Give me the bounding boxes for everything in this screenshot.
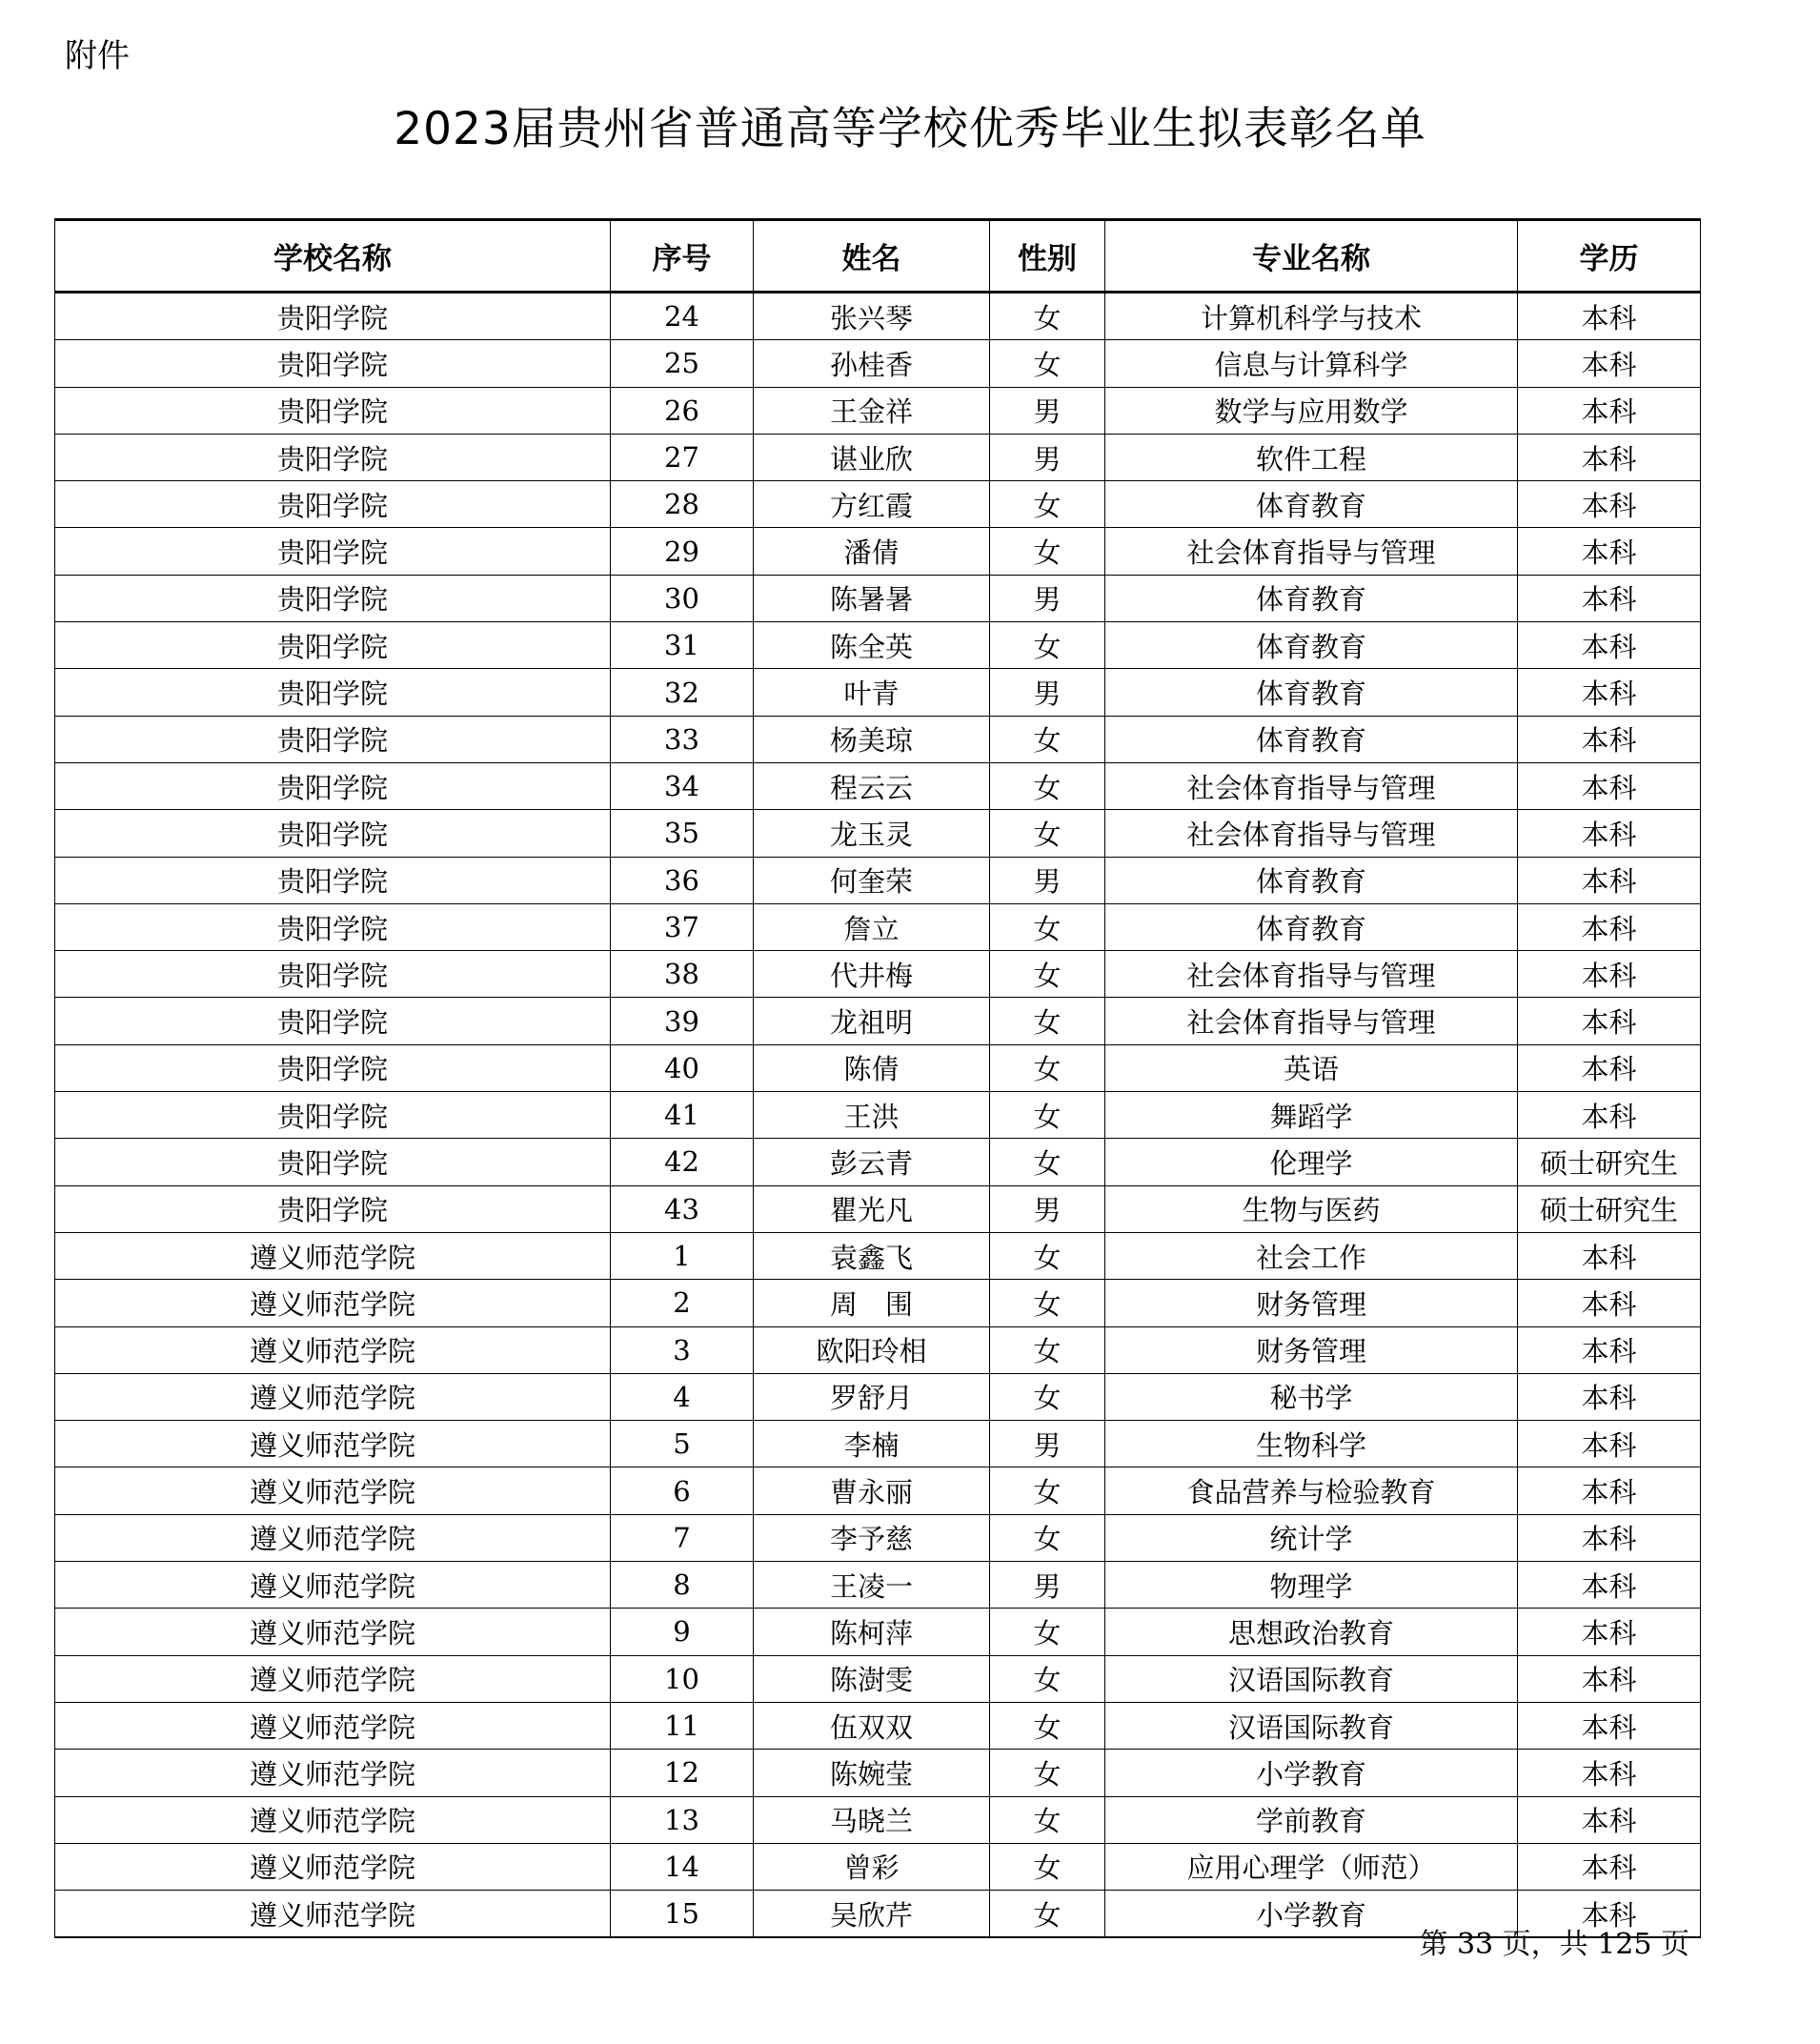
school-cell: 贵阳学院 [55,951,611,998]
school-cell: 遵义师范学院 [55,1702,611,1749]
gender-cell: 男 [990,1421,1105,1467]
column-header-degree: 学历 [1518,220,1701,293]
school-cell: 贵阳学院 [55,528,611,575]
attachment-label: 附件 [65,37,130,75]
major-cell: 体育教育 [1105,575,1518,621]
table-header-row [55,220,1701,293]
major-cell: 信息与计算科学 [1105,340,1518,387]
school-cell: 遵义师范学院 [55,1280,611,1326]
number-cell: 5 [611,1421,754,1467]
table-row [55,1185,1701,1232]
table-row [55,998,1701,1044]
major-cell: 英语 [1105,1044,1518,1091]
degree-cell: 本科 [1518,716,1701,762]
table-row [55,340,1701,387]
gender-cell: 女 [990,810,1105,857]
name-cell: 欧阳玲相 [754,1326,990,1373]
major-cell: 社会工作 [1105,1232,1518,1279]
column-header-school: 学校名称 [55,220,611,293]
table-row [55,1326,1701,1373]
name-cell: 陈澍雯 [754,1655,990,1702]
gender-cell: 女 [990,1655,1105,1702]
name-cell: 吴欣芹 [754,1891,990,1938]
name-cell: 代井梅 [754,951,990,998]
school-cell: 贵阳学院 [55,293,611,340]
major-cell: 物理学 [1105,1562,1518,1609]
school-cell: 贵阳学院 [55,810,611,857]
major-cell: 生物与医药 [1105,1185,1518,1232]
name-cell: 潘倩 [754,528,990,575]
column-header-gender: 性别 [990,220,1105,293]
degree-cell: 本科 [1518,1843,1701,1890]
table-row [55,1514,1701,1561]
name-cell: 曹永丽 [754,1467,990,1514]
table-row [55,857,1701,903]
name-cell: 伍双双 [754,1702,990,1749]
major-cell: 数学与应用数学 [1105,387,1518,434]
major-cell: 软件工程 [1105,434,1518,480]
number-cell: 14 [611,1843,754,1890]
gender-cell: 男 [990,857,1105,903]
major-cell: 社会体育指导与管理 [1105,528,1518,575]
column-header-name: 姓名 [754,220,990,293]
table-row [55,1843,1701,1890]
table-row [55,1421,1701,1467]
name-cell: 孙桂香 [754,340,990,387]
gender-cell: 女 [990,1232,1105,1279]
degree-cell: 本科 [1518,762,1701,809]
table-row [55,1796,1701,1843]
gender-cell: 女 [990,1702,1105,1749]
school-cell: 贵阳学院 [55,716,611,762]
major-cell: 小学教育 [1105,1891,1518,1938]
degree-cell: 本科 [1518,1467,1701,1514]
table-row [55,387,1701,434]
degree-cell: 本科 [1518,434,1701,480]
table-row [55,762,1701,809]
degree-cell: 本科 [1518,340,1701,387]
gender-cell: 女 [990,1609,1105,1655]
name-cell: 瞿光凡 [754,1185,990,1232]
gender-cell: 女 [990,1750,1105,1796]
table-row [55,1750,1701,1796]
table-row [55,622,1701,669]
degree-cell: 本科 [1518,1514,1701,1561]
school-cell: 贵阳学院 [55,575,611,621]
major-cell: 汉语国际教育 [1105,1655,1518,1702]
number-cell: 41 [611,1092,754,1139]
gender-cell: 男 [990,669,1105,716]
school-cell: 贵阳学院 [55,481,611,528]
degree-cell: 本科 [1518,1609,1701,1655]
table-row [55,951,1701,998]
gender-cell: 女 [990,1796,1105,1843]
degree-cell: 本科 [1518,481,1701,528]
gender-cell: 女 [990,1514,1105,1561]
table-row [55,810,1701,857]
school-cell: 贵阳学院 [55,340,611,387]
gender-cell: 女 [990,1326,1105,1373]
gender-cell: 男 [990,1562,1105,1609]
number-cell: 30 [611,575,754,621]
school-cell: 贵阳学院 [55,434,611,480]
school-cell: 遵义师范学院 [55,1421,611,1467]
degree-cell: 本科 [1518,1562,1701,1609]
gender-cell: 女 [990,762,1105,809]
table-row [55,575,1701,621]
major-cell: 生物科学 [1105,1421,1518,1467]
major-cell: 财务管理 [1105,1326,1518,1373]
school-cell: 遵义师范学院 [55,1467,611,1514]
number-cell: 39 [611,998,754,1044]
degree-cell: 本科 [1518,1891,1701,1938]
school-cell: 贵阳学院 [55,1044,611,1091]
table-header [55,220,1701,293]
number-cell: 42 [611,1139,754,1185]
school-cell: 遵义师范学院 [55,1514,611,1561]
major-cell: 体育教育 [1105,903,1518,950]
degree-cell: 本科 [1518,1232,1701,1279]
number-cell: 31 [611,622,754,669]
number-cell: 38 [611,951,754,998]
number-cell: 33 [611,716,754,762]
name-cell: 彭云青 [754,1139,990,1185]
table-row [55,1280,1701,1326]
degree-cell: 本科 [1518,1326,1701,1373]
name-cell: 王凌一 [754,1562,990,1609]
table-row [55,1139,1701,1185]
name-cell: 陈柯萍 [754,1609,990,1655]
table-row [55,1655,1701,1702]
number-cell: 35 [611,810,754,857]
name-cell: 詹立 [754,903,990,950]
major-cell: 思想政治教育 [1105,1609,1518,1655]
degree-cell: 本科 [1518,622,1701,669]
major-cell: 体育教育 [1105,669,1518,716]
table-row [55,903,1701,950]
major-cell: 社会体育指导与管理 [1105,998,1518,1044]
major-cell: 体育教育 [1105,481,1518,528]
number-cell: 25 [611,340,754,387]
degree-cell: 本科 [1518,575,1701,621]
gender-cell: 女 [990,293,1105,340]
major-cell: 学前教育 [1105,1796,1518,1843]
table-row [55,669,1701,716]
table-row [55,481,1701,528]
major-cell: 财务管理 [1105,1280,1518,1326]
table-row [55,1702,1701,1749]
major-cell: 社会体育指导与管理 [1105,951,1518,998]
school-cell: 遵义师范学院 [55,1796,611,1843]
degree-cell: 硕士研究生 [1518,1185,1701,1232]
degree-cell: 本科 [1518,1796,1701,1843]
column-header-number: 序号 [611,220,754,293]
gender-cell: 女 [990,1891,1105,1938]
name-cell: 陈全英 [754,622,990,669]
degree-cell: 本科 [1518,1702,1701,1749]
major-cell: 计算机科学与技术 [1105,293,1518,340]
number-cell: 27 [611,434,754,480]
major-cell: 舞蹈学 [1105,1092,1518,1139]
degree-cell: 本科 [1518,1373,1701,1420]
number-cell: 10 [611,1655,754,1702]
number-cell: 3 [611,1326,754,1373]
degree-cell: 本科 [1518,1421,1701,1467]
number-cell: 40 [611,1044,754,1091]
number-cell: 2 [611,1280,754,1326]
table-row [55,1562,1701,1609]
major-cell: 体育教育 [1105,716,1518,762]
document-title: 2023届贵州省普通高等学校优秀毕业生拟表彰名单 [394,103,1426,155]
gender-cell: 男 [990,1185,1105,1232]
table-row [55,1373,1701,1420]
name-cell: 王金祥 [754,387,990,434]
degree-cell: 本科 [1518,1750,1701,1796]
table-row [55,716,1701,762]
name-cell: 谌业欣 [754,434,990,480]
major-cell: 汉语国际教育 [1105,1702,1518,1749]
school-cell: 贵阳学院 [55,998,611,1044]
table-row [55,1044,1701,1091]
school-cell: 遵义师范学院 [55,1326,611,1373]
gender-cell: 女 [990,1280,1105,1326]
school-cell: 遵义师范学院 [55,1750,611,1796]
degree-cell: 本科 [1518,1092,1701,1139]
degree-cell: 本科 [1518,810,1701,857]
school-cell: 遵义师范学院 [55,1891,611,1938]
gender-cell: 女 [990,1044,1105,1091]
graduate-roster-table [54,218,1701,1938]
gender-cell: 女 [990,1092,1105,1139]
gender-cell: 男 [990,387,1105,434]
name-cell: 罗舒月 [754,1373,990,1420]
number-cell: 12 [611,1750,754,1796]
number-cell: 24 [611,293,754,340]
table-row [55,1232,1701,1279]
gender-cell: 女 [990,1373,1105,1420]
gender-cell: 女 [990,903,1105,950]
degree-cell: 本科 [1518,903,1701,950]
gender-cell: 女 [990,1139,1105,1185]
name-cell: 周 围 [754,1280,990,1326]
degree-cell: 本科 [1518,857,1701,903]
school-cell: 贵阳学院 [55,762,611,809]
gender-cell: 女 [990,998,1105,1044]
number-cell: 6 [611,1467,754,1514]
number-cell: 43 [611,1185,754,1232]
school-cell: 贵阳学院 [55,857,611,903]
name-cell: 方红霞 [754,481,990,528]
name-cell: 马晓兰 [754,1796,990,1843]
number-cell: 29 [611,528,754,575]
school-cell: 贵阳学院 [55,1185,611,1232]
table-row [55,293,1701,340]
school-cell: 贵阳学院 [55,387,611,434]
major-cell: 伦理学 [1105,1139,1518,1185]
gender-cell: 女 [990,481,1105,528]
school-cell: 遵义师范学院 [55,1843,611,1890]
name-cell: 曾彩 [754,1843,990,1890]
degree-cell: 本科 [1518,998,1701,1044]
number-cell: 8 [611,1562,754,1609]
degree-cell: 本科 [1518,951,1701,998]
number-cell: 34 [611,762,754,809]
degree-cell: 本科 [1518,1044,1701,1091]
gender-cell: 男 [990,575,1105,621]
school-cell: 遵义师范学院 [55,1232,611,1279]
major-cell: 统计学 [1105,1514,1518,1561]
name-cell: 杨美琼 [754,716,990,762]
school-cell: 贵阳学院 [55,1092,611,1139]
number-cell: 26 [611,387,754,434]
school-cell: 遵义师范学院 [55,1655,611,1702]
table-row [55,528,1701,575]
gender-cell: 女 [990,1843,1105,1890]
major-cell: 体育教育 [1105,622,1518,669]
name-cell: 叶青 [754,669,990,716]
number-cell: 36 [611,857,754,903]
major-cell: 体育教育 [1105,857,1518,903]
gender-cell: 女 [990,528,1105,575]
table-row [55,1092,1701,1139]
major-cell: 食品营养与检验教育 [1105,1467,1518,1514]
name-cell: 何奎荣 [754,857,990,903]
number-cell: 28 [611,481,754,528]
number-cell: 37 [611,903,754,950]
number-cell: 11 [611,1702,754,1749]
name-cell: 龙玉灵 [754,810,990,857]
gender-cell: 女 [990,1467,1105,1514]
degree-cell: 硕士研究生 [1518,1139,1701,1185]
degree-cell: 本科 [1518,293,1701,340]
name-cell: 张兴琴 [754,293,990,340]
degree-cell: 本科 [1518,528,1701,575]
major-cell: 社会体育指导与管理 [1105,810,1518,857]
number-cell: 1 [611,1232,754,1279]
name-cell: 李予慈 [754,1514,990,1561]
school-cell: 贵阳学院 [55,903,611,950]
name-cell: 陈倩 [754,1044,990,1091]
gender-cell: 女 [990,340,1105,387]
number-cell: 4 [611,1373,754,1420]
name-cell: 程云云 [754,762,990,809]
gender-cell: 女 [990,716,1105,762]
school-cell: 贵阳学院 [55,1139,611,1185]
degree-cell: 本科 [1518,669,1701,716]
number-cell: 15 [611,1891,754,1938]
name-cell: 陈暑暑 [754,575,990,621]
gender-cell: 女 [990,951,1105,998]
school-cell: 贵阳学院 [55,669,611,716]
degree-cell: 本科 [1518,387,1701,434]
school-cell: 遵义师范学院 [55,1609,611,1655]
name-cell: 龙祖明 [754,998,990,1044]
number-cell: 32 [611,669,754,716]
degree-cell: 本科 [1518,1655,1701,1702]
column-header-major: 专业名称 [1105,220,1518,293]
name-cell: 袁鑫飞 [754,1232,990,1279]
degree-cell: 本科 [1518,1280,1701,1326]
name-cell: 陈婉莹 [754,1750,990,1796]
name-cell: 王洪 [754,1092,990,1139]
table-row [55,1609,1701,1655]
number-cell: 9 [611,1609,754,1655]
school-cell: 贵阳学院 [55,622,611,669]
major-cell: 社会体育指导与管理 [1105,762,1518,809]
page-indicator: 第 33 页，共 125 页 [1419,1928,1689,1961]
number-cell: 13 [611,1796,754,1843]
name-cell: 李楠 [754,1421,990,1467]
number-cell: 7 [611,1514,754,1561]
table-row [55,434,1701,480]
major-cell: 小学教育 [1105,1750,1518,1796]
major-cell: 秘书学 [1105,1373,1518,1420]
gender-cell: 女 [990,622,1105,669]
gender-cell: 男 [990,434,1105,480]
table-body [55,293,1701,1938]
table-row [55,1467,1701,1514]
major-cell: 应用心理学（师范） [1105,1843,1518,1890]
school-cell: 遵义师范学院 [55,1562,611,1609]
school-cell: 遵义师范学院 [55,1373,611,1420]
